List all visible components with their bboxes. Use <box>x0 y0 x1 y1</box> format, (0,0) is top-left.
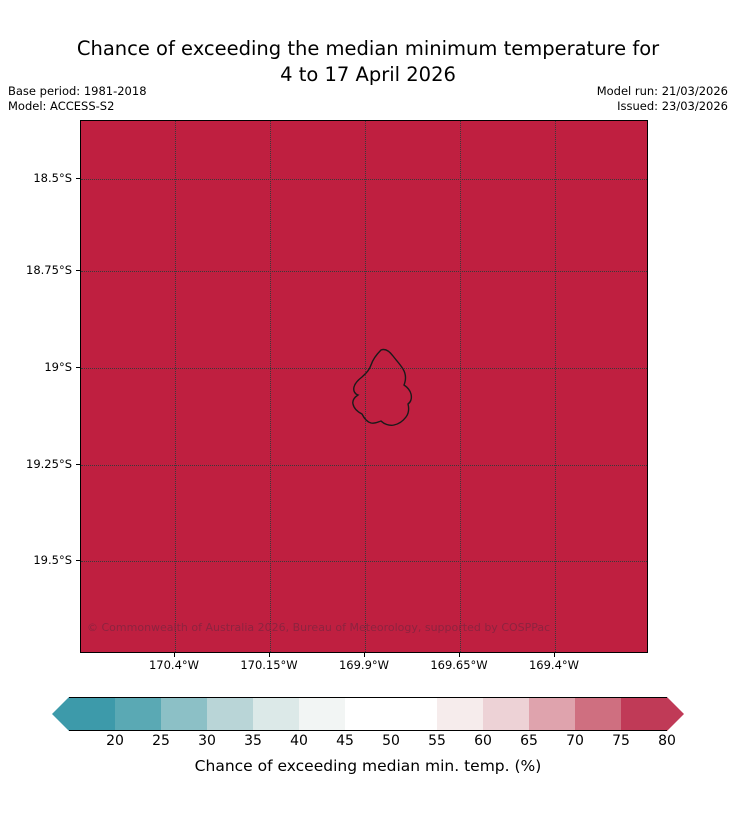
gridline-horizontal <box>81 561 647 562</box>
colorbar-segment <box>69 697 115 731</box>
meta-left <box>8 84 147 114</box>
y-tickmark <box>76 270 80 271</box>
y-axis-tick-label: 18.75°S <box>26 263 72 277</box>
colorbar-segment <box>391 697 437 731</box>
base-period-text: Base period: 1981-2018 <box>8 84 147 98</box>
model-run-text: Model run: 21/03/2026 <box>596 84 728 98</box>
colorbar-segment <box>437 697 483 731</box>
x-tickmark <box>364 653 365 657</box>
colorbar-axis-label: Chance of exceeding median min. temp. (%) <box>194 757 542 775</box>
y-tickmark <box>76 178 80 179</box>
gridline-vertical <box>460 121 461 652</box>
issued-text: Issued: 23/03/2026 <box>617 99 728 113</box>
colorbar <box>69 697 676 749</box>
colorbar-segment <box>115 697 161 731</box>
x-tickmark <box>459 653 460 657</box>
colorbar-tick-label: 55 <box>428 733 446 749</box>
colorbar-segment <box>483 697 529 731</box>
x-tickmark <box>174 653 175 657</box>
x-axis-tick-label: 169.4°W <box>528 658 580 672</box>
gridline-horizontal <box>81 271 647 272</box>
colorbar-extend-left-arrow <box>52 697 69 731</box>
colorbar-segment <box>345 697 391 731</box>
gridline-vertical <box>175 121 176 652</box>
colorbar-segment <box>253 697 299 731</box>
model-text: Model: ACCESS-S2 <box>8 99 115 113</box>
x-tickmark <box>554 653 555 657</box>
gridline-vertical <box>555 121 556 652</box>
y-axis-tick-label: 19°S <box>44 360 72 374</box>
x-axis-tick-label: 169.65°W <box>430 658 488 672</box>
y-axis-tick-label: 19.5°S <box>33 553 72 567</box>
colorbar-tick-label: 25 <box>152 733 170 749</box>
map-shading-layer <box>81 121 647 652</box>
gridline-horizontal <box>81 368 647 369</box>
colorbar-segment <box>207 697 253 731</box>
x-axis-tick-label: 169.9°W <box>338 658 390 672</box>
meta-right <box>597 84 728 114</box>
colorbar-tick-label: 65 <box>520 733 538 749</box>
y-tickmark <box>76 560 80 561</box>
colorbar-tick-label: 60 <box>474 733 492 749</box>
colorbar-segment <box>161 697 207 731</box>
gridline-vertical <box>270 121 271 652</box>
x-axis-tick-label: 170.4°W <box>148 658 200 672</box>
colorbar-region <box>0 697 736 775</box>
map-panel <box>80 120 648 653</box>
y-tickmark <box>76 367 80 368</box>
y-axis-tick-label: 19.25°S <box>26 457 72 471</box>
y-axis-tick-label: 18.5°S <box>33 171 72 185</box>
colorbar-tick-label: 40 <box>290 733 308 749</box>
colorbar-tick-label: 70 <box>566 733 584 749</box>
colorbar-segment <box>529 697 575 731</box>
gridline-horizontal <box>81 465 647 466</box>
x-tickmark <box>269 653 270 657</box>
colorbar-tick-label: 35 <box>244 733 262 749</box>
gridline-vertical <box>365 121 366 652</box>
colorbar-tick-label: 45 <box>336 733 354 749</box>
colorbar-tick-label: 75 <box>612 733 630 749</box>
colorbar-tick-label: 80 <box>658 733 676 749</box>
title-line-2: 4 to 17 April 2026 <box>280 63 456 86</box>
colorbar-segment <box>299 697 345 731</box>
colorbar-tick-label: 20 <box>106 733 124 749</box>
colorbar-tick-label: 30 <box>198 733 216 749</box>
title-line-1: Chance of exceeding the median minimum temperature for <box>76 37 660 60</box>
colorbar-segment <box>575 697 621 731</box>
colorbar-tick-label: 50 <box>382 733 400 749</box>
colorbar-extend-right-arrow <box>667 697 684 731</box>
colorbar-segment <box>621 697 667 731</box>
page-title <box>0 36 736 88</box>
copyright-text: © Commonwealth of Australia 2026, Bureau of Meteorology, supported by COSPPac <box>87 621 551 634</box>
gridline-horizontal <box>81 179 647 180</box>
x-axis-tick-label: 170.15°W <box>240 658 298 672</box>
y-tickmark <box>76 464 80 465</box>
